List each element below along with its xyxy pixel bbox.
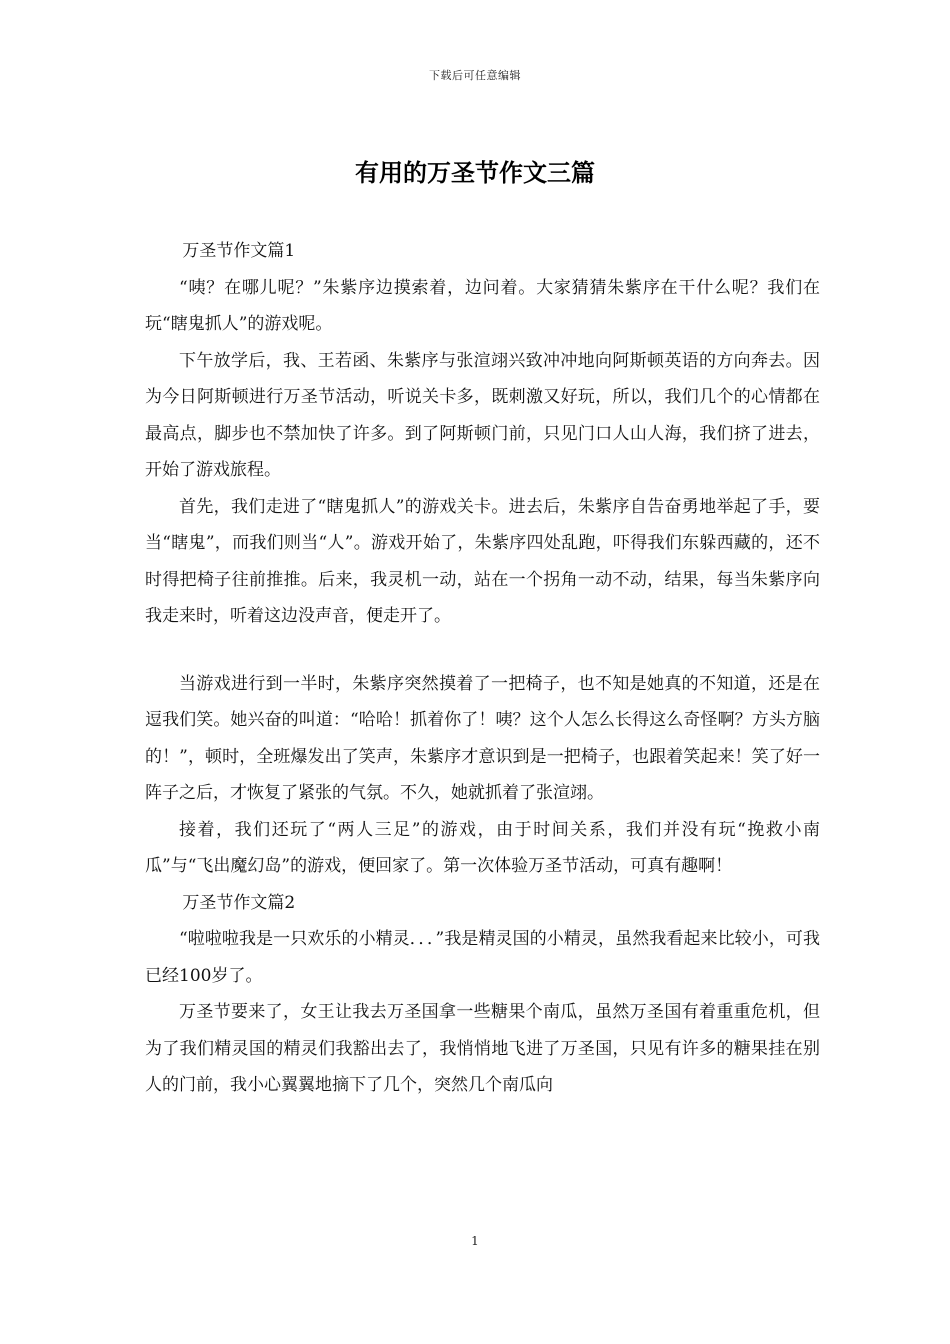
section-heading-2: 万圣节作文篇2 [182, 892, 296, 913]
paragraph: 万圣节要来了，女王让我去万圣国拿一些糖果个南瓜，虽然万圣国有着重重危机，但为了我们精灵国的精灵们我豁出去了，我悄悄地飞进了万圣国，只见有许多的糖果挂在别人的门前，我小心翼翼地摘下了几个，突然几个南瓜向 [145, 1002, 820, 1095]
paragraph: 下午放学后，我、王若函、朱紫序与张渲翊兴致冲冲地向阿斯顿英语的方向奔去。因为今日阿斯顿进行万圣节活动，听说关卡多，既刺激又好玩，所以，我们几个的心情都在最高点，脚步也不禁加快了许多。到了阿斯顿门前，只见门口人山人海，我们挤了进去，开始了游戏旅程。 [145, 350, 820, 480]
paragraph: 接着，我们还玩了“两人三足”的游戏，由于时间关系，我们并没有玩“挽救小南瓜”与“飞出魔幻岛”的游戏，便回家了。第一次体验万圣节活动，可真有趣啊！ [145, 819, 820, 876]
page-number: 1 [471, 1234, 479, 1248]
document-body [145, 233, 820, 1104]
paragraph: “啦啦啦我是一只欢乐的小精灵．．．”我是精灵国的小精灵，虽然我看起来比较小，可我已经100岁了。 [145, 929, 820, 986]
paragraph: 当游戏进行到一半时，朱紫序突然摸着了一把椅子，也不知是她真的不知道，还是在逗我们笑。她兴奋的叫道：“哈哈！抓着你了！咦？这个人怎么长得这么奇怪啊？方头方脑的！”，顿时，全班爆发出了笑声，朱紫序才意识到是一把椅子，也跟着笑起来！笑了好一阵子之后，才恢复了紧张的气氛。不久，她就抓着了张渲翊。 [145, 673, 820, 803]
paragraph: 首先，我们走进了“瞎鬼抓人”的游戏关卡。进去后，朱紫序自告奋勇地举起了手，要当“瞎鬼”，而我们则当“人”。游戏开始了，朱紫序四处乱跑，吓得我们东躲西藏的，还不时得把椅子往前推推。后来，我灵机一动，站在一个拐角一动不动，结果，每当朱紫序向我走来时，听着这边没声音，便走开了。 [145, 496, 820, 626]
section-heading-1: 万圣节作文篇1 [182, 241, 296, 261]
paragraph-gap [145, 635, 820, 666]
paragraph: “咦？在哪儿呢？”朱紫序边摸索着，边问着。大家猜猜朱紫序在干什么呢？我们在玩“瞎鬼抓人”的游戏呢。 [145, 277, 820, 334]
document-title: 有用的万圣节作文三篇 [355, 158, 595, 187]
header-note: 下载后可任意编辑 [429, 69, 521, 82]
